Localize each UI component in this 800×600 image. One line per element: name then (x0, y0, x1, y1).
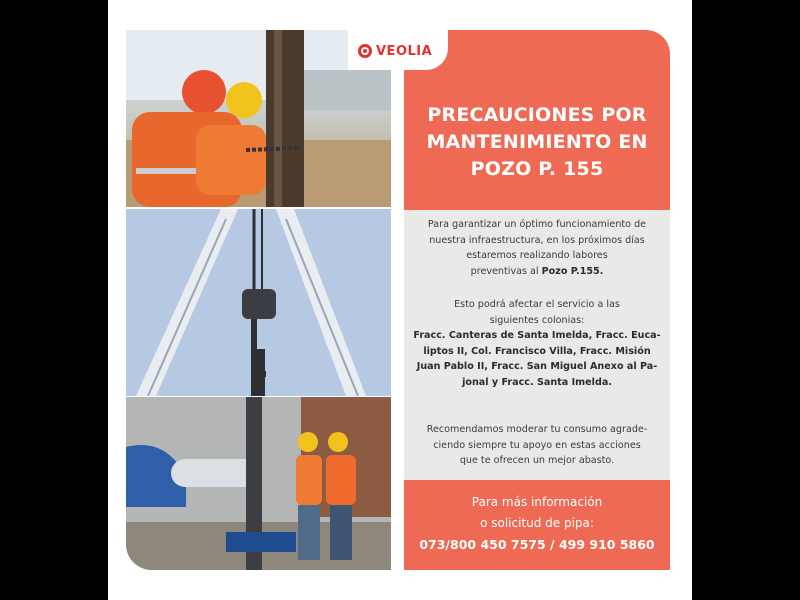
recommendation-paragraph: Recomendamos moderar tu consumo agrade- ciendo siempre tu apoyo en estas acciones que te ofrecen un mejor abasto. (426, 424, 648, 467)
veolia-logo: VEOLIA (358, 41, 432, 61)
photo-rig-hook (126, 209, 391, 396)
photo-workers-valves (126, 397, 391, 570)
contact-info: Para más información o solicitud de pipa: 073/800 450 7575 / 499 910 5860 (404, 492, 670, 555)
body-panel (404, 210, 670, 480)
phone-numbers: 073/800 450 7575 / 499 910 5860 (419, 537, 655, 552)
intro-paragraph: Para garantizar un óptimo funcionamiento de nuestra infraestructura, en los próximos días estaremos realizando labores preventivas al Pozo P.155. (427, 219, 647, 277)
well-name: Pozo P.155. (541, 265, 604, 277)
contact-panel (404, 480, 670, 570)
announcement-card (108, 0, 692, 600)
veolia-logo-icon (358, 44, 372, 58)
page-title: PRECAUCIONES POR MANTENIMIENTO EN POZO P. 155 (426, 104, 648, 180)
affected-colonias-paragraph: Esto podrá afectar el servicio a las siguientes colonias: Fracc. Canteras de Santa Imelda, Fracc. Euca- liptos II, Col. Francisco Villa, Fracc. Misión Juan Pablo II, Fracc. San Miguel Anexo al Pa- jonal y Fracc. Santa Imelda. (413, 299, 661, 388)
